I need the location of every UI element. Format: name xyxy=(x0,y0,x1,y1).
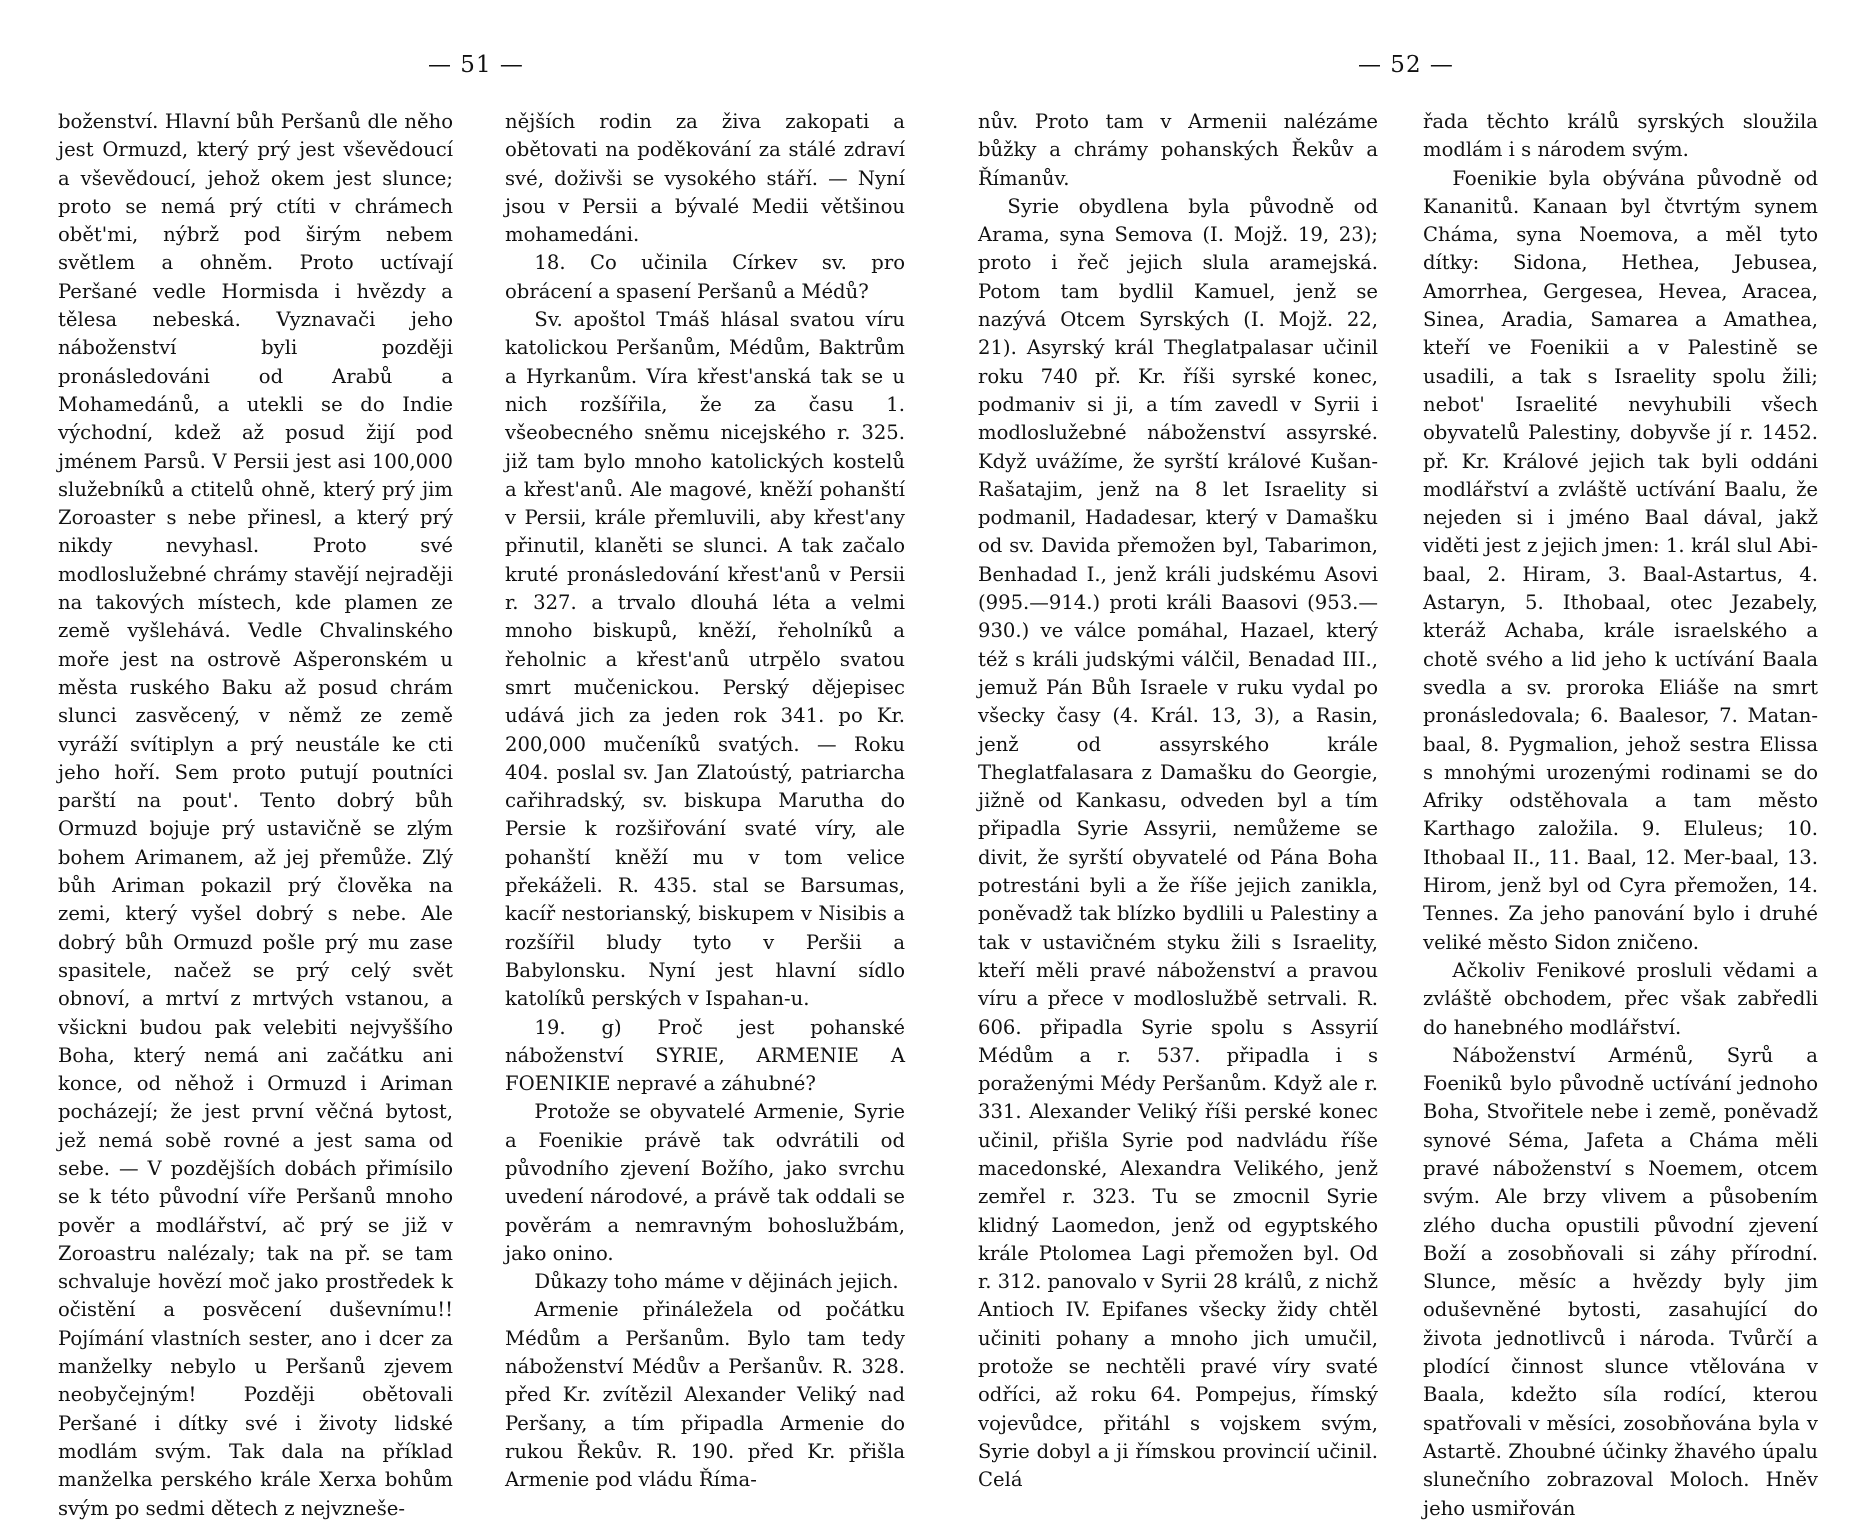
page-number-left: — 51 — xyxy=(428,52,524,78)
paragraph: Ačkoliv Fenikové prosluli vědami a zvláště obchodem, přec však zabředli do hanebného modlářství. xyxy=(1423,958,1818,1039)
paragraph: Armenie přináležela od počátku Médům a Peršanům. Bylo tam tedy náboženství Médův a Peršanův. R. 328. před Kr. zvítězil Alexander Veliký nad Peršany, a tím připadla Armenie do rukou Řekův. R. 190. před Kr. přišla Armenie pod vládu Říma- xyxy=(505,1298,905,1492)
paragraph: Důkazy toho máme v dějinách jejich. xyxy=(534,1270,899,1294)
left-page-column-1 xyxy=(58,108,453,1523)
left-page xyxy=(0,0,926,1520)
paragraph: nův. Proto tam v Armenii nalézáme bůžky a chrámy pohanských Řekův a Římanův. xyxy=(978,110,1378,190)
paragraph: nějších rodin za živa zakopati a obětovati na poděkování za stálé zdraví své, doživši se vysokého stáří. — Nyní jsou v Persii a bývalé Medii většinou mohamedáni. xyxy=(505,110,905,247)
paragraph: Protože se obyvatelé Armenie, Syrie a Foenikie právě tak odvrátili od původního zjevení Božího, jako svrchu uvedení národové, a právě tak oddali se pověrám a nemravným bohoslužbám, jako onino. xyxy=(505,1100,905,1265)
paragraph: Foenikie byla obývána původně od Kananitů. Kanaan byl čtvrtým synem Cháma, syna Noemova, a měl tyto dítky: Sidona, Hethea, Jebusea, Amorrhea, Gergesea, Hevea, Aracea, Sinea, Aradia, Samarea a Amathea, kteří ve Foenikii a v Palestině se usadili, a tak s Israelity spolu žili; nebot' Israelité nevyhubili všech obyvatelů Palestiny, dobyvše jí r. 1452. př. Kr. Králové jejich tak byli oddáni modlářství a zvláště uctívání Baalu, že nejeden si i jméno Baal dával, jakž viděti jest z jejich jmen: 1. král slul Abi-baal, 2. Hiram, 3. Baal-Astartus, 4. Astaryn, 5. Ithobaal, otec Jezabely, kteráž Achaba, krále israelského a chotě svého a lid jeho k uctívání Baala svedla a sv. proroka Eliáše na smrt pronásledovala; 6. Baalesor, 7. Matan-baal, 8. Pygmalion, jehož sestra Elissa s mnohými urozenými rodinami se do Afriky odstěhovala a tam město Karthago založila. 9. Eluleus; 10. Ithobaal II., 11. Baal, 12. Mer-baal, 13. Hirom, jenž byl od Cyra přemožen, 14. Tennes. Za jeho panování bylo i druhé veliké město Sidon zničeno. xyxy=(1423,166,1818,954)
left-page-column-2 xyxy=(505,108,905,1495)
right-page-column-1 xyxy=(978,108,1378,1495)
paragraph: řada těchto králů syrských sloužila modlám i s národem svým. xyxy=(1423,110,1818,162)
right-page xyxy=(926,0,1852,1520)
paragraph: boženství. Hlavní bůh Peršanů dle něho jest Ormuzd, který prý jest vševědoucí a vševědoucí, jehož okem jest slunce; proto se nemá prý ctíti v chrámech obět'mi, nýbrž pod širým nebem světlem a ohněm. Proto uctívají Peršané vedle Hormisda i hvězdy a tělesa nebeská. Vyznavači jeho náboženství byli později pronásledováni od Arabů a Mohamedánů, a utekli se do Indie východní, kdež až posud žijí pod jménem Parsů. V Persii jest asi 100,000 služebníků a ctitelů ohně, který prý jim Zoroaster s nebe přinesl, a který prý nikdy nevyhasl. Proto své modloslužebné chrámy stavějí nejraději na takových místech, kde plamen ze země vyšlehává. Vedle Chvalinského moře jest na ostrově Ašperonském u města ruského Baku až posud chrám slunci zasvěcený, v němž ze země vyráží svítiplyn a prý neustále ke cti jeho hoří. Sem proto putují poutníci parští na pout'. Tento dobrý bůh Ormuzd bojuje prý ustavičně se zlým bohem Arimanem, až jej přemůže. Zlý bůh Ariman pokazil prý člověka na zemi, který vyšel dobrý s nebe. Ale dobrý bůh Ormuzd pošle prý mu zase spasitele, načež se prý celý svět obnoví, a mrtví z mrtvých vstanou, a všickni budou pak velebiti nejvyššího Boha, který nemá ani začátku ani konce, od něhož i Ormuzd i Ariman pocházejí; že jest první věčná bytost, jež nemá sobě rovné a jest sama od sebe. — V pozdějších dobách přimísilo se k této původní víře Peršanů mnoho pověr a modlářství, ač prý se již v Zoroastru nalézaly; tak na př. se tam schvaluje hovězí moč jako prostředek k očistění a posvěcení duševnímu!! Pojímání vlastních sester, ano i dcer za manželky nebylo u Peršanů zjevem neobyčejným! Později obětovali Peršané i dítky své i životy lidské modlám svým. Tak dala na příklad manželka perského krále Xerxa bohům svým po sedmi dětech z nejvzneše- xyxy=(58,110,453,1520)
page-number-right: — 52 — xyxy=(1358,52,1454,78)
right-page-column-2 xyxy=(1423,108,1818,1523)
question-heading: 19. g) Proč jest pohanské náboženství SYRIE, ARMENIE A FOENIKIE nepravé a záhubné? xyxy=(505,1015,905,1096)
paragraph: Syrie obydlena byla původně od Arama, syna Semova (I. Mojž. 19, 23); proto i řeč jejich slula aramejská. Potom tam bydlil Kamuel, jenž se nazývá Otcem Syrských (I. Mojž. 22, 21). Asyrský král Theglatpalasar učinil roku 740 př. Kr. říši syrské konec, podmaniv si ji, a tím zavedl v Syrii i modloslužebné náboženství assyrské. Když uvážíme, že syrští králové Kušan-Rašatajim, jenž na 8 let Israelity si podmanil, Hadadesar, který v Damašku od sv. Davida přemožen byl, Tabarimon, Benhadad I., jenž králi judskému Asovi (995.—914.) proti králi Baasovi (953.—930.) ve válce pomáhal, Hazael, který též s králi judskými válčil, Benadad III., jemuž Pán Bůh Israele v ruku vydal po všecky časy (4. Král. 13, 3), a Rasin, jenž od assyrského krále Theglatfalasara z Damašku do Georgie, jižně od Kankasu, odveden byl a tím připadla Syrie Assyrii, nemůžeme se divit, že syrští obyvatelé od Pána Boha potrestáni byli a že říše jejich zanikla, poněvadž tak blízko bydlili u Palestiny a tak v ustavičném styku žili s Israelity, kteří měli pravé náboženství a pravou víru a přece v modloslužbě setrvali. R. 606. připadla Syrie spolu s Assyrií Médům a r. 537. připadla i s poraženými Médy Peršanům. Když ale r. 331. Alexander Veliký říši perské konec učinil, přišla Syrie pod nadvládu říše macedonské, Alexandra Velikého, jenž zemřel r. 323. Tu se zmocnil Syrie klidný Laomedon, jenž od egyptského krále Ptolomea Lagi přemožen byl. Od r. 312. panovalo v Syrii 28 králů, z nichž Antioch IV. Epifanes všecky židy chtěl učiniti pohany a mnoho jich umučil, protože se nechtěli pravé víry svaté odříci, až roku 64. Pompejus, římský vojevůdce, přitáhl s vojskem svým, Syrie dobyl a ji římskou provincií učinil. Celá xyxy=(978,194,1378,1492)
paragraph: Sv. apoštol Tmáš hlásal svatou víru katolickou Peršanům, Médům, Baktrům a Hyrkanům. Víra křest'anská tak se u nich rozšířila, že za času 1. všeobecného sněmu nicejského r. 325. již tam bylo mnoho katolických kostelů a křest'anů. Ale magové, kněží pohanští v Persii, krále přemluvili, aby křest'any přinutil, klaněti se slunci. A tak začalo kruté pronásledování křest'anů v Persii r. 327. a trvalo dlouhá léta a velmi mnoho biskupů, kněží, řeholníků a řeholnic a křest'anů utrpělo svatou smrt mučenickou. Perský dějepisec udává jich za jeden rok 341. po Kr. 200,000 mučeníků svatých. — Roku 404. poslal sv. Jan Zlatoústý, patriarcha cařihradský, sv. biskupa Marutha do Persie k rozšiřování svaté víry, ale pohanští kněží mu v tom velice překáželi. R. 435. stal se Barsumas, kacíř nestorianský, biskupem v Nisibis a rozšířil bludy tyto v Peršii a Babylonsku. Nyní jest hlavní sídlo katolíků perských v Ispahan-u. xyxy=(505,308,905,1011)
question-heading: 18. Co učinila Církev sv. pro obrácení a spasení Peršanů a Médů? xyxy=(505,251,905,303)
paragraph: Náboženství Arménů, Syrů a Foeniků bylo původně uctívání jednoho Boha, Stvořitele nebe i země, poněvadž synové Séma, Jafeta a Cháma měli pravé náboženství s Noemem, otcem svým. Ale brzy vlivem a působením zlého ducha opustili původní zjevení Boží a zosobňovali si záhy přírodní. Slunce, měsíc a hvězdy byly jim oduševněné bytosti, zasahující do života jednotlivců i národa. Tvůrčí a plodící činnost slunce vtělována v Baala, kdežto síla rodící, kterou spatřovali v měsíci, zosobňována byla v Astartě. Zhoubné účinky žhavého úpalu slunečního zobrazoval Moloch. Hněv jeho usmiřován xyxy=(1423,1043,1818,1520)
